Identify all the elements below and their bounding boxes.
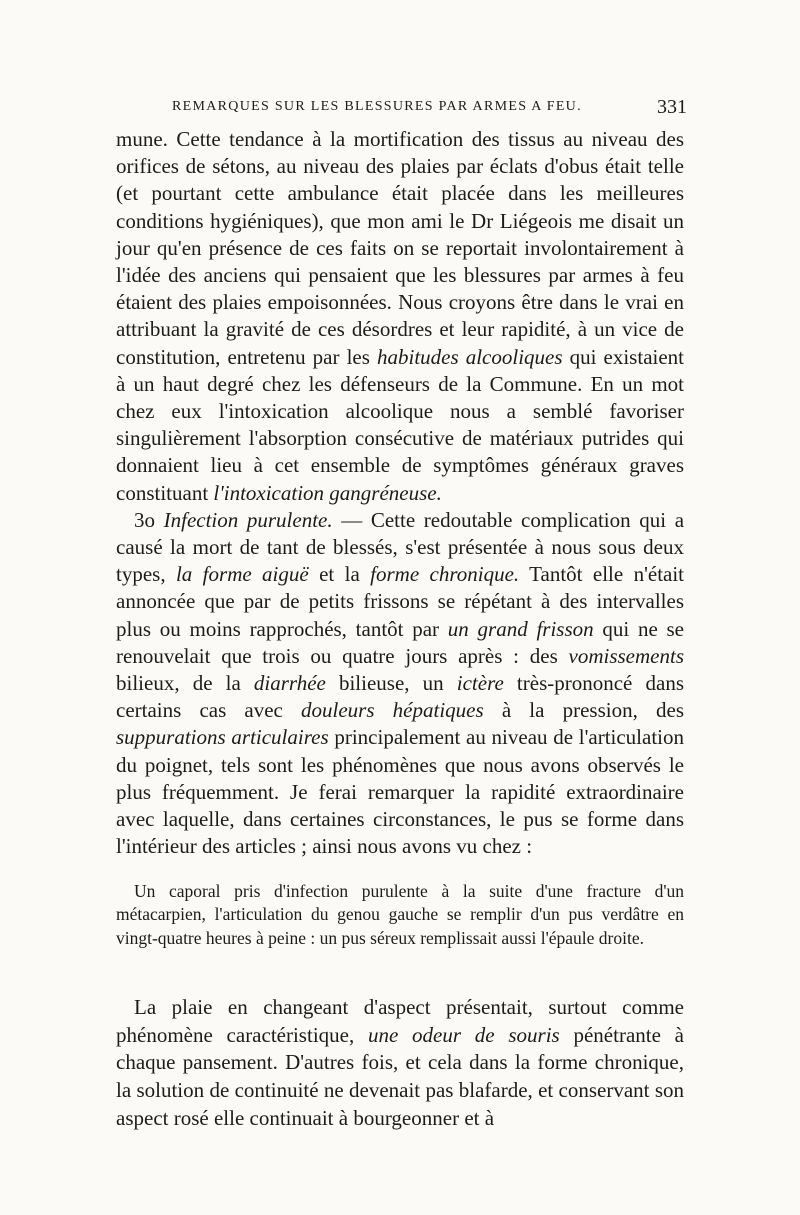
paragraph-text: pénétrante à chaque pansement. D'autres fois, et cela dans la forme chronique, la solution de continuité ne devenait pas blafarde, et conservant son aspect rosé elle continuait à bourgeonner et à: [116, 1022, 684, 1130]
paragraph-text: principalement au niveau de l'articulation du poignet, tels sont les phénomènes que nous avons observés le plus fréquemment. Je ferai remarquer la rapidité extraordinaire avec laquelle, dans certaines circonstances, le pus se forme dans l'intérieur des articles ; ainsi nous avons vu chez :: [116, 725, 685, 859]
italic-text: forme chronique.: [370, 562, 520, 587]
italic-text: ictère: [456, 671, 504, 696]
italic-text: vomissements: [568, 643, 684, 668]
paragraph-text: bilieux, de la: [116, 671, 254, 696]
section-number: 3o: [134, 507, 164, 532]
paragraph-text: qui existaient à un haut degré chez les défenseurs de la Commune. En un mot chez eux l'intoxication alcoolique nous a semblé favoriser singulièrement l'absorption consécutive de matériaux putrides qui donnaient lieu à cet ensemble de symptômes généraux graves constituant: [116, 344, 685, 505]
paragraph-text: très-prononcé dans certains cas avec: [116, 671, 684, 723]
paragraph-text: Tantôt elle n'était annoncée que par de petits frissons se répétant à des intervalles plus ou moins rapprochés, tantôt par: [116, 562, 685, 641]
case-note-text: Un caporal pris d'infection purulente à la suite d'une fracture d'un métacarpien, l'articulation du genou gauche se remplir d'un pus verdâtre en vingt-quatre heures à peine : un pus séreux remplissait aussi l'épaule droite.: [116, 881, 684, 948]
case-note: [116, 880, 684, 950]
section-title: Infection purulente.: [163, 507, 333, 532]
paragraph-text: qui ne se renouvelait que trois ou quatre jours après : des: [116, 616, 685, 668]
main-text: [116, 126, 684, 860]
italic-text: un grand frisson: [447, 616, 594, 641]
paragraph-infection-purulente: [116, 507, 684, 861]
italic-text: suppurations articulaires: [116, 725, 329, 750]
italic-text: douleurs hépatiques: [301, 698, 484, 723]
italic-text: la forme aiguë: [175, 562, 309, 587]
running-head: [172, 96, 687, 122]
main-text-continued: [116, 994, 684, 1133]
italic-text: diarrhée: [253, 671, 326, 696]
page-number: 331: [657, 96, 687, 118]
paragraph-text: à la pression, des: [483, 698, 684, 723]
italic-text: une odeur de souris: [367, 1022, 560, 1047]
paragraph-text: et la: [308, 562, 371, 587]
paragraph-plaie: [116, 994, 684, 1133]
paragraph-text: La plaie en changeant d'aspect présentait, surtout comme phénomène caractéristique,: [116, 995, 684, 1047]
italic-text: l'intoxication gangréneuse.: [213, 480, 442, 505]
italic-text: habitudes alcooliques: [376, 344, 563, 369]
paragraph-mortification: [116, 126, 684, 507]
running-title: REMARQUES SUR LES BLESSURES PAR ARMES A FEU.: [172, 99, 582, 114]
paragraph-text: — Cette redoutable complication qui a causé la mort de tant de blessés, s'est présentée à nous sous deux types,: [116, 507, 685, 587]
paragraph-text: bilieuse, un: [325, 671, 457, 696]
paragraph-text: mune. Cette tendance à la mortification des tissus au niveau des orifices de sétons, au niveau des plaies par éclats d'obus était telle (et pourtant cette ambulance était placée dans les meilleures conditions hygiéniques), que mon ami le Dr Liégeois me disait un jour qu'en présence de ces faits on se reportait involontairement à l'idée des anciens qui pensaient que les blessures par armes à feu étaient des plaies empoisonnées. Nous croyons être dans le vrai en attribuant la gravité de ces désordres et leur rapidité, à un vice de constitution, entretenu par les: [116, 127, 684, 369]
